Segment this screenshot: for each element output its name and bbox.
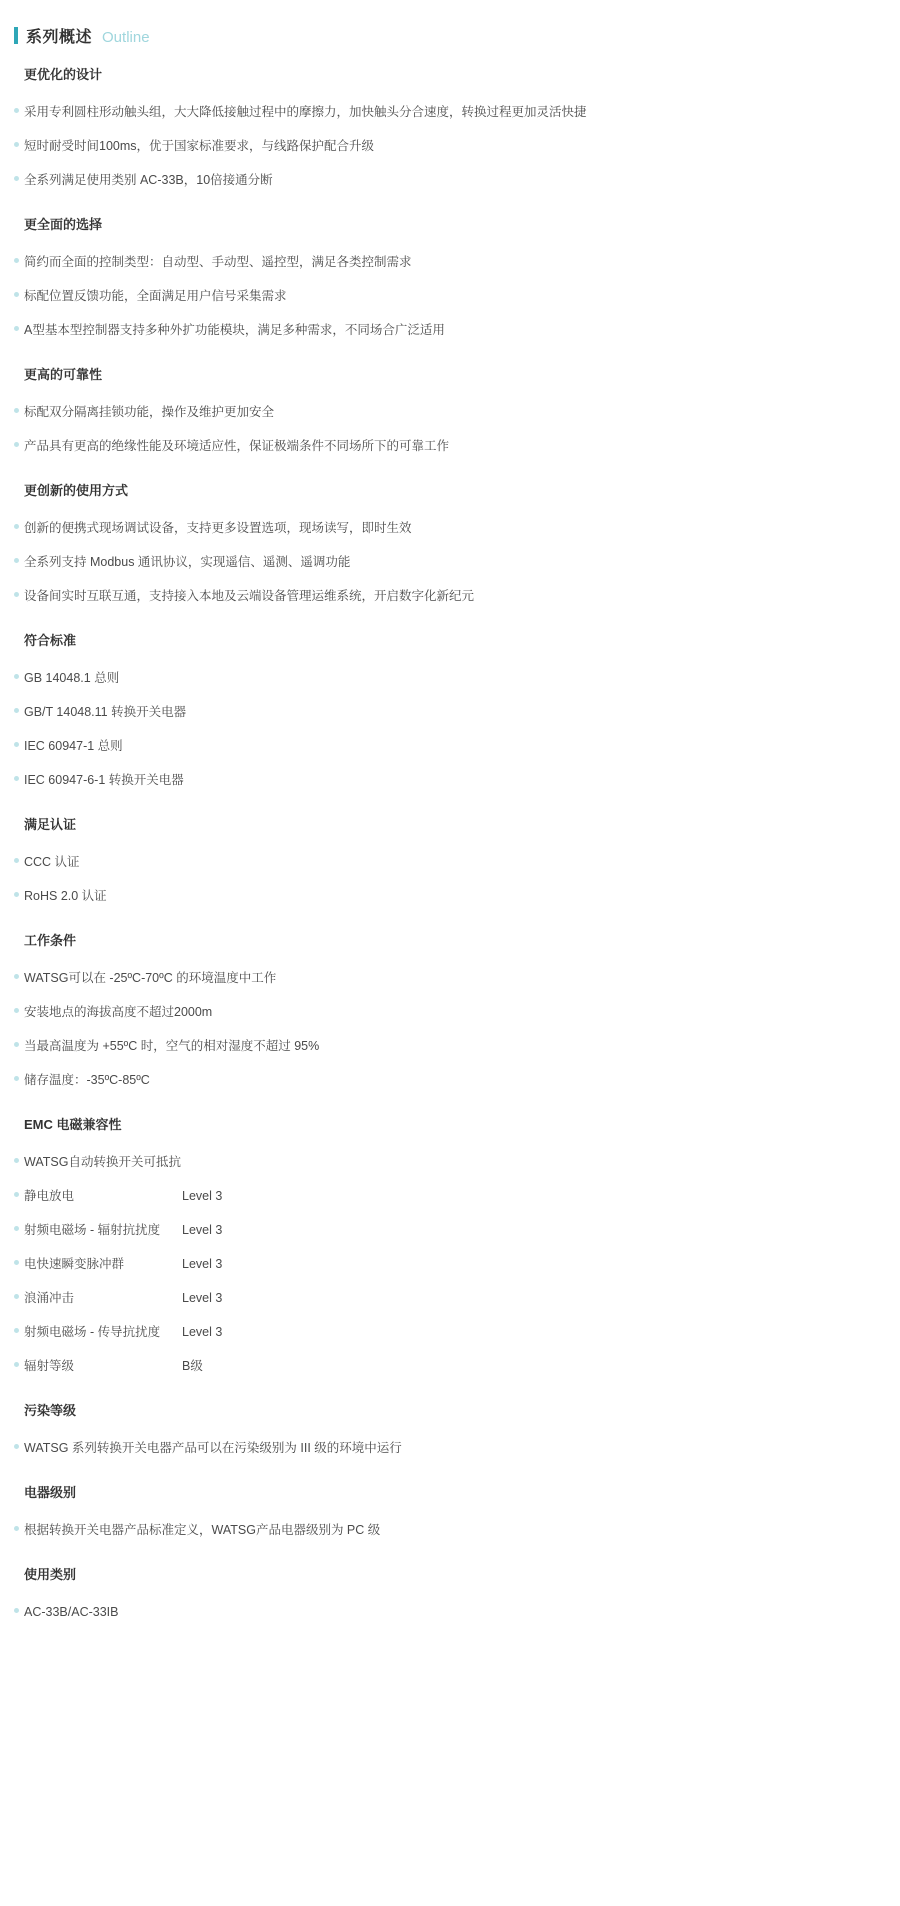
list-item-text: WATSG 系列转换开关电器产品可以在污染级别为 III 级的环境中运行 (24, 1441, 402, 1455)
list-item-text: WATSG自动转换开关可抵抗 (24, 1155, 181, 1169)
list-item-text: IEC 60947-1 总则 (24, 739, 123, 753)
spec-label: 电快速瞬变脉冲群 (24, 1257, 125, 1271)
page-title-cn: 系列概述 (26, 29, 93, 46)
bullet-icon (14, 1608, 19, 1613)
group-item-list (0, 1595, 900, 1629)
list-item-text: 全系列满足使用类别 AC-33B，10倍接通分断 (24, 173, 273, 187)
bullet-icon (14, 408, 19, 413)
spec-row (24, 1254, 900, 1274)
list-item-text: AC-33B/AC-33IB (24, 1605, 119, 1619)
group-heading: 电器级别 (24, 1485, 77, 1500)
bullet-icon (14, 1158, 19, 1163)
bullet-icon (14, 1362, 19, 1367)
list-item (0, 313, 900, 347)
bullet-icon (14, 592, 19, 597)
list-item (0, 1595, 900, 1629)
outline-group (0, 631, 900, 797)
spec-label: 辐射等级 (24, 1359, 75, 1373)
spec-label: 射频电磁场 - 传导抗扰度 (24, 1325, 161, 1339)
list-item (0, 1281, 900, 1315)
spec-value: Level 3 (182, 1189, 223, 1203)
list-item (0, 395, 900, 429)
bullet-icon (14, 142, 19, 147)
group-item-list (0, 95, 900, 197)
group-item-list (0, 395, 900, 463)
outline-group (0, 1401, 900, 1465)
list-item-text: 短时耐受时间100ms，优于国家标准要求，与线路保护配合升级 (24, 139, 375, 153)
group-heading: 工作条件 (24, 933, 77, 948)
list-item (0, 1513, 900, 1547)
list-item (0, 129, 900, 163)
list-item-text: 采用专利圆柱形动触头组，大大降低接触过程中的摩擦力，加快触头分合速度，转换过程更加灵活快捷 (24, 105, 587, 119)
list-item (0, 961, 900, 995)
spec-value: Level 3 (182, 1223, 223, 1237)
list-item-text: 创新的便携式现场调试设备，支持更多设置选项，现场读写，即时生效 (24, 521, 412, 535)
list-item-text: 全系列支持 Modbus 通讯协议，实现遥信、遥测、遥调功能 (24, 555, 351, 569)
bullet-icon (14, 742, 19, 747)
list-item (0, 661, 900, 695)
title-accent-bar (14, 27, 18, 44)
list-item (0, 1213, 900, 1247)
group-heading: 符合标准 (24, 633, 77, 648)
list-item-text: GB 14048.1 总则 (24, 671, 120, 685)
spec-label: 静电放电 (24, 1189, 75, 1203)
spec-row (24, 1356, 900, 1376)
group-heading: EMC 电磁兼容性 (24, 1117, 122, 1132)
list-item-text: 储存温度：-35ºC-85ºC (24, 1073, 150, 1087)
spec-value: Level 3 (182, 1325, 223, 1339)
list-item (0, 1315, 900, 1349)
list-item (0, 245, 900, 279)
list-item (0, 1431, 900, 1465)
bullet-icon (14, 1328, 19, 1333)
list-item-text: 产品具有更高的绝缘性能及环境适应性，保证极端条件不同场所下的可靠工作 (24, 439, 450, 453)
group-item-list (0, 661, 900, 797)
bullet-icon (14, 258, 19, 263)
list-item (0, 1145, 900, 1179)
list-item (0, 429, 900, 463)
bullet-icon (14, 776, 19, 781)
group-heading: 更创新的使用方式 (24, 483, 129, 498)
list-item (0, 695, 900, 729)
bullet-icon (14, 558, 19, 563)
bullet-icon (14, 292, 19, 297)
bullet-icon (14, 974, 19, 979)
list-item (0, 279, 900, 313)
bullet-icon (14, 892, 19, 897)
spec-label: 浪涌冲击 (24, 1291, 75, 1305)
list-item (0, 845, 900, 879)
group-item-list (0, 961, 900, 1097)
list-item-text: CCC 认证 (24, 855, 80, 869)
list-item-text: RoHS 2.0 认证 (24, 889, 107, 903)
outline-group (0, 1483, 900, 1547)
bullet-icon (14, 1042, 19, 1047)
list-item-text: IEC 60947-6-1 转换开关电器 (24, 773, 184, 787)
bullet-icon (14, 708, 19, 713)
page-title (0, 24, 900, 47)
group-heading: 更全面的选择 (24, 217, 103, 232)
list-item (0, 579, 900, 613)
outline-group (0, 215, 900, 347)
list-item (0, 511, 900, 545)
list-item-text: WATSG可以在 -25ºC-70ºC 的环境温度中工作 (24, 971, 277, 985)
spec-row (24, 1220, 900, 1240)
spec-row (24, 1322, 900, 1342)
group-heading: 更优化的设计 (24, 67, 103, 82)
bullet-icon (14, 858, 19, 863)
list-item (0, 545, 900, 579)
list-item (0, 95, 900, 129)
bullet-icon (14, 1294, 19, 1299)
list-item (0, 763, 900, 797)
outline-group (0, 481, 900, 613)
outline-groups (0, 65, 900, 1629)
spec-value: B级 (182, 1359, 203, 1373)
spec-row (24, 1186, 900, 1206)
spec-row (24, 1288, 900, 1308)
group-heading: 污染等级 (24, 1403, 77, 1418)
group-heading: 满足认证 (24, 817, 77, 832)
outline-group (0, 1565, 900, 1629)
group-item-list (0, 1431, 900, 1465)
list-item (0, 163, 900, 197)
bullet-icon (14, 326, 19, 331)
list-item (0, 1029, 900, 1063)
bullet-icon (14, 524, 19, 529)
outline-group (0, 931, 900, 1097)
list-item-text: 标配双分隔离挂锁功能，操作及维护更加安全 (24, 405, 275, 419)
outline-group (0, 815, 900, 913)
group-heading: 更高的可靠性 (24, 367, 103, 382)
group-heading: 使用类别 (24, 1567, 77, 1582)
bullet-icon (14, 1076, 19, 1081)
list-item-text: A型基本型控制器支持多种外扩功能模块，满足多种需求，不同场合广泛适用 (24, 323, 445, 337)
group-item-list (0, 1145, 900, 1383)
bullet-icon (14, 1526, 19, 1531)
list-item (0, 879, 900, 913)
list-item-text: 安装地点的海拔高度不超过2000m (24, 1005, 213, 1019)
outline-group (0, 65, 900, 197)
group-item-list (0, 511, 900, 613)
list-item (0, 1179, 900, 1213)
bullet-icon (14, 108, 19, 113)
bullet-icon (14, 442, 19, 447)
list-item (0, 1063, 900, 1097)
bullet-icon (14, 176, 19, 181)
list-item (0, 729, 900, 763)
list-item (0, 1247, 900, 1281)
outline-group (0, 1115, 900, 1383)
list-item (0, 1349, 900, 1383)
bullet-icon (14, 1226, 19, 1231)
bullet-icon (14, 1260, 19, 1265)
bullet-icon (14, 1444, 19, 1449)
outline-group (0, 365, 900, 463)
list-item-text: 当最高温度为 +55ºC 时，空气的相对湿度不超过 95% (24, 1039, 320, 1053)
spec-value: Level 3 (182, 1291, 223, 1305)
group-item-list (0, 245, 900, 347)
list-item-text: 简约而全面的控制类型：自动型、手动型、遥控型，满足各类控制需求 (24, 255, 412, 269)
spec-value: Level 3 (182, 1257, 223, 1271)
bullet-icon (14, 1192, 19, 1197)
bullet-icon (14, 1008, 19, 1013)
list-item-text: GB/T 14048.11 转换开关电器 (24, 705, 187, 719)
list-item-text: 根据转换开关电器产品标准定义，WATSG产品电器级别为 PC 级 (24, 1523, 381, 1537)
bullet-icon (14, 674, 19, 679)
spec-label: 射频电磁场 - 辐射抗扰度 (24, 1223, 161, 1237)
group-item-list (0, 845, 900, 913)
list-item-text: 标配位置反馈功能，全面满足用户信号采集需求 (24, 289, 287, 303)
page-title-en: Outline (102, 29, 150, 46)
group-item-list (0, 1513, 900, 1547)
list-item-text: 设备间实时互联互通，支持接入本地及云端设备管理运维系统，开启数字化新纪元 (24, 589, 475, 603)
list-item (0, 995, 900, 1029)
